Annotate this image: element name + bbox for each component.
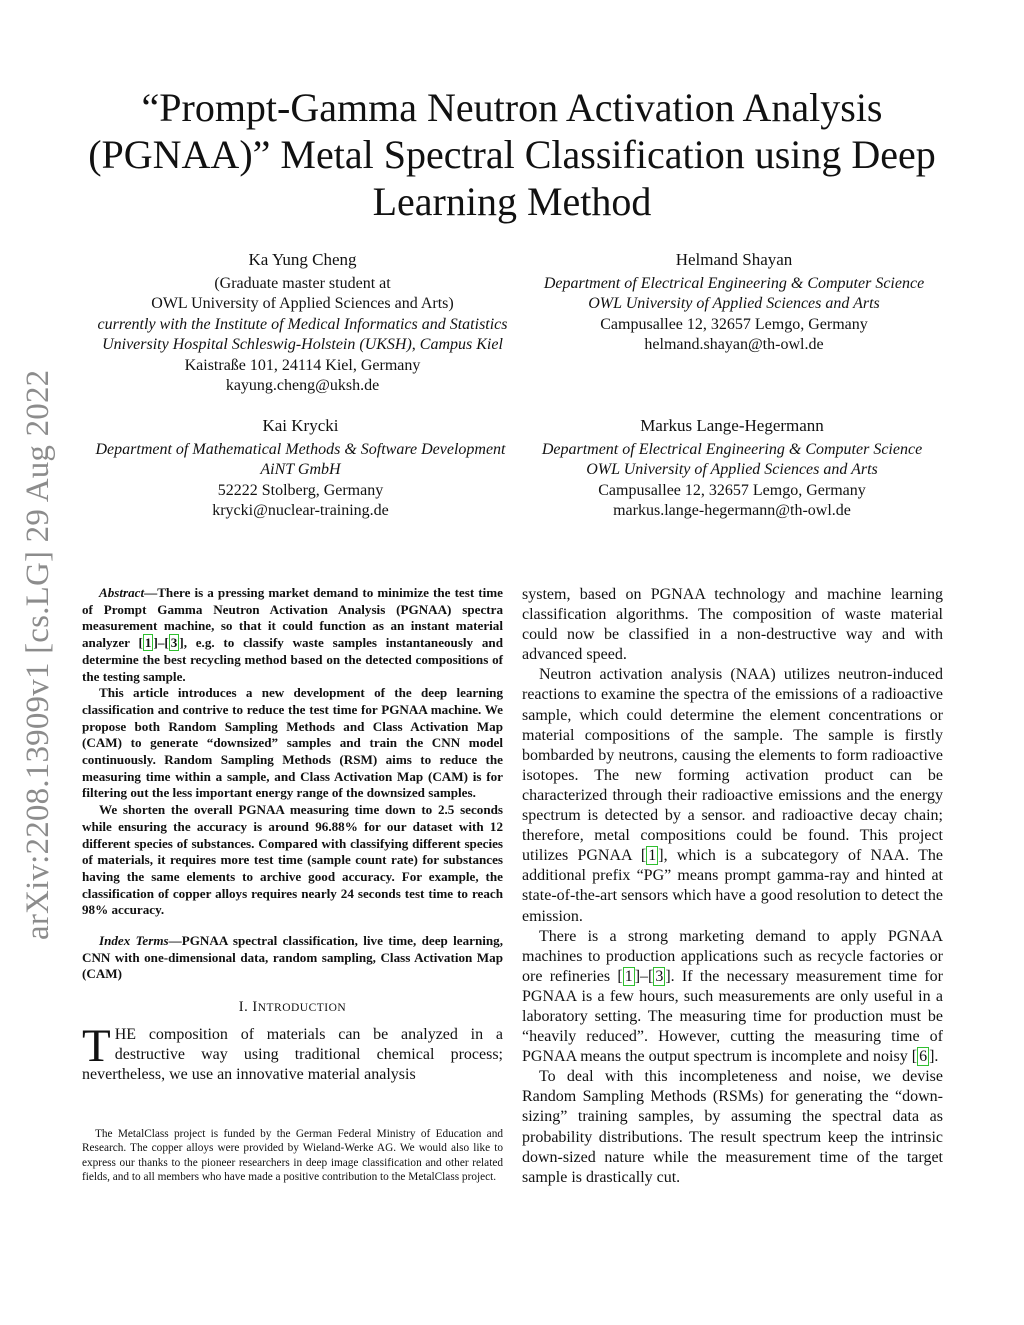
author-block-lange-hegermann: [526, 416, 938, 522]
author-affiliation-line: AiNT GmbH: [260, 461, 341, 478]
body-paragraph: To deal with this incompleteness and noise, we devise Random Sampling Methods (RSMs) for generating the “down-sizing” training samples, by assuming the spectral data as probability distributions. The result spectrum keep the intrinsic down-sized nature while the measurement time of the target sample is drastically cut.: [522, 1068, 943, 1186]
author-affiliation-line: Department of Electrical Engineering & Computer Science: [541, 440, 923, 458]
citation-link[interactable]: 1: [624, 967, 633, 985]
author-affiliation-line: OWL University of Applied Sciences and Arts: [586, 461, 878, 478]
author-affiliation-line: University Hospital Schleswig-Holstein (UKSH), Campus Kiel: [102, 336, 503, 353]
abstract-paragraph: We shorten the overall PGNAA measuring time down to 2.5 seconds while ensuring the accuracy is around 96.88% for our dataset with 12 different species of substances. Compared with classifying different species of materials, it requires more test time (sample count rate) for substances having the same elements to archive good accuracy. For example, the classification of copper alloys requires nearly 24 seconds test time to reach 98% accuracy.: [82, 802, 503, 918]
body-paragraph: Neutron activation analysis (NAA) utilizes neutron-induced reactions to examine the spectra of the emissions of a radioactive sample, which could determine the element concentrations or material compositions of the sample. The sample is firstly bombarded by neutrons, causing the elements to form radioactive isotopes. The new forming activation product can be characterized through their radioactive emissions and the energy spectrum is detected by a sensor. and radioactive decay chain; therefore, metal compositions could be found. This project utilizes PGNAA [ 1 ], which is a subcategory of NAA. The additional prefix “PG” means prompt gamma-ray and hinted at state-of-the-art sensors which have a good resolution to detect the emission.: [522, 666, 943, 925]
index-terms-label: Index Terms: [99, 933, 169, 949]
footnote: The MetalClass project is funded by the German Federal Ministry of Education and Research. The copper alloys were provided by Wieland-Werke AG. We would also like to express our thanks to the pioneer researchers in deep image classification and other related fields, and to all members who have made a positive contribution to the MetalClass project.: [82, 1128, 503, 1183]
citation-link[interactable]: 6: [919, 1048, 928, 1066]
author-name: Kai Krycki: [262, 416, 339, 435]
author-email: kayung.cheng@uksh.de: [225, 377, 380, 394]
author-name: Markus Lange-Hegermann: [640, 416, 824, 435]
arxiv-stamp: arXiv:2208.13909v1 [cs.LG] 29 Aug 2022: [20, 369, 56, 940]
intro-text: [82, 1020, 503, 1085]
abstract-paragraph: Abstract—There is a pressing market demand to minimize the test time of Prompt Gamma Neutron Activation Analysis (PGNAA) spectra measurement machine, so that it could function as an instant material analyzer [ 1 ]–[ 3 ], e.g. to classify waste samples instantaneously and determine the best recycling method based on the detected compositions of the testing sample.: [82, 585, 503, 684]
index-terms: Index Terms—PGNAA spectral classification, live time, deep learning, CNN with one-dimensional data, random sampling, Class Activation Map (CAM): [82, 933, 503, 982]
drop-cap: T: [82, 1020, 111, 1073]
left-column: [82, 585, 503, 1085]
citation-link[interactable]: 1: [648, 847, 657, 865]
author-affiliation-line: OWL University of Applied Sciences and Arts): [151, 295, 454, 312]
author-affiliation-line: OWL University of Applied Sciences and Arts: [588, 295, 880, 312]
author-affiliation-line: (Graduate master student at: [214, 274, 391, 292]
abstract-paragraph: This article introduces a new development of the deep learning classification and contrive to reduce the test time for PGNAA machine. We propose both Random Sampling Methods and Class Activation Map (CAM) to generate “downsized” samples and train the CNN model continuously. Random Sampling Methods (RSM) aims to reduce the measuring time within a sample, and Class Activation Map (CAM) is for filtering out the less important energy range of the downsized samples.: [82, 685, 503, 801]
right-column: [522, 585, 943, 1188]
author-email: krycki@nuclear-training.de: [212, 502, 389, 519]
section-heading-introduction: I. INTRODUCTION: [238, 999, 347, 1016]
citation-link[interactable]: 3: [655, 967, 664, 985]
author-affiliation-line: currently with the Institute of Medical Informatics and Statistics: [97, 315, 508, 333]
author-name: Helmand Shayan: [675, 250, 793, 269]
author-affiliation-line: Department of Electrical Engineering & Computer Science: [543, 274, 925, 292]
citation-link[interactable]: 1: [144, 635, 152, 651]
author-address-line: 52222 Stolberg, Germany: [217, 481, 384, 499]
author-email: helmand.shayan@th-owl.de: [644, 336, 824, 353]
abstract: [82, 585, 503, 919]
author-block-krycki: [82, 416, 519, 522]
author-address-line: Campusallee 12, 32657 Lemgo, Germany: [598, 481, 866, 499]
body-paragraph: There is a strong marketing demand to apply PGNAA machines to production applications such as recycle factories or ore refineries [ 1 ]–[ 3 ]. If the necessary measurement time for PGNAA is a few hours, such measurements are only useful in a laboratory setting. The measuring time for production must be “heavily reduced”. However, cutting the measuring time of PGNAA means the output spectrum is incomplete and noisy [ 6 ].: [522, 927, 943, 1066]
abstract-label: Abstract: [99, 585, 145, 600]
author-address-line: Campusallee 12, 32657 Lemgo, Germany: [600, 315, 868, 333]
author-name: Ka Yung Cheng: [248, 250, 357, 269]
author-block-shayan: [526, 250, 942, 356]
body-paragraph: system, based on PGNAA technology and machine learning classification algorithms. The composition of waste material could now be classified in a non-destructive way and with advanced speed.: [522, 586, 943, 664]
author-affiliation-line: Department of Mathematical Methods & Software Development: [95, 440, 506, 458]
paper-title: “Prompt-Gamma Neutron Activation Analysis (PGNAA)” Metal Spectral Classification using Deep Learning Method: [88, 85, 936, 224]
author-block-cheng: [82, 250, 523, 397]
citation-link[interactable]: 3: [170, 635, 178, 651]
body-paragraph: THE composition of materials can be analyzed in a destructive way using traditional chemical process; nevertheless, we use an innovative material analysis: [82, 1020, 503, 1084]
author-address-line: Kaistraße 101, 24114 Kiel, Germany: [184, 356, 421, 374]
author-email: markus.lange-hegermann@th-owl.de: [613, 502, 851, 519]
